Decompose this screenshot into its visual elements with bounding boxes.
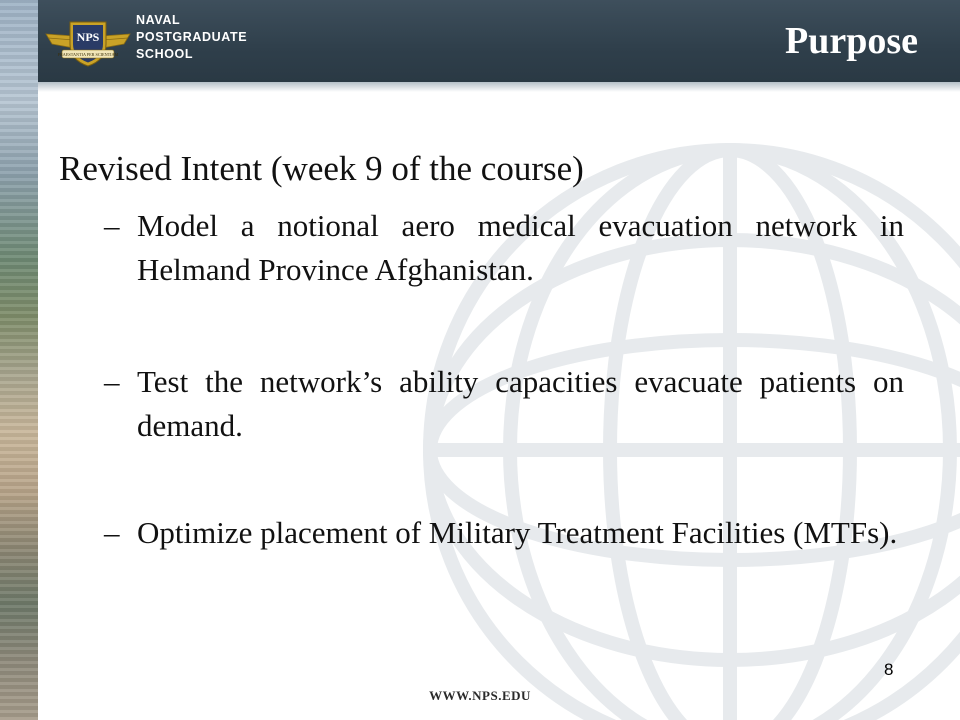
logo-initials: NPS xyxy=(76,30,100,44)
bullet-text: Optimize placement of Military Treatment Facilities (MTFs). xyxy=(137,515,898,550)
logo-motto: PRAESTANTIA PER SCIENTIAM xyxy=(57,52,119,58)
nps-logo-icon xyxy=(44,14,132,68)
bullet-text: Model a notional aero medical evacuation network in Helmand Province Afghanistan. xyxy=(137,208,904,287)
bullet-dash: – xyxy=(104,364,120,399)
school-name-line-1: NAVAL xyxy=(136,13,181,27)
school-name xyxy=(136,12,247,63)
school-name-line-2: POSTGRADUATE xyxy=(136,30,248,44)
slide-title: Purpose xyxy=(785,20,918,62)
school-name-line-3: SCHOOL xyxy=(136,47,194,61)
content-heading: Revised Intent (week 9 of the course) xyxy=(59,149,584,188)
bullet-item xyxy=(104,204,904,294)
bullet-item xyxy=(104,360,904,450)
campus-photo-strip xyxy=(0,0,38,720)
bullet-dash: – xyxy=(104,208,120,243)
bullet-item xyxy=(104,511,904,601)
bullet-text: Test the network’s ability capacities evacuate patients on demand. xyxy=(137,364,904,443)
page-number: 8 xyxy=(884,660,894,679)
bullet-dash: – xyxy=(104,515,120,550)
header-shadow xyxy=(38,82,960,92)
footer-url: WWW.NPS.EDU xyxy=(429,688,531,703)
